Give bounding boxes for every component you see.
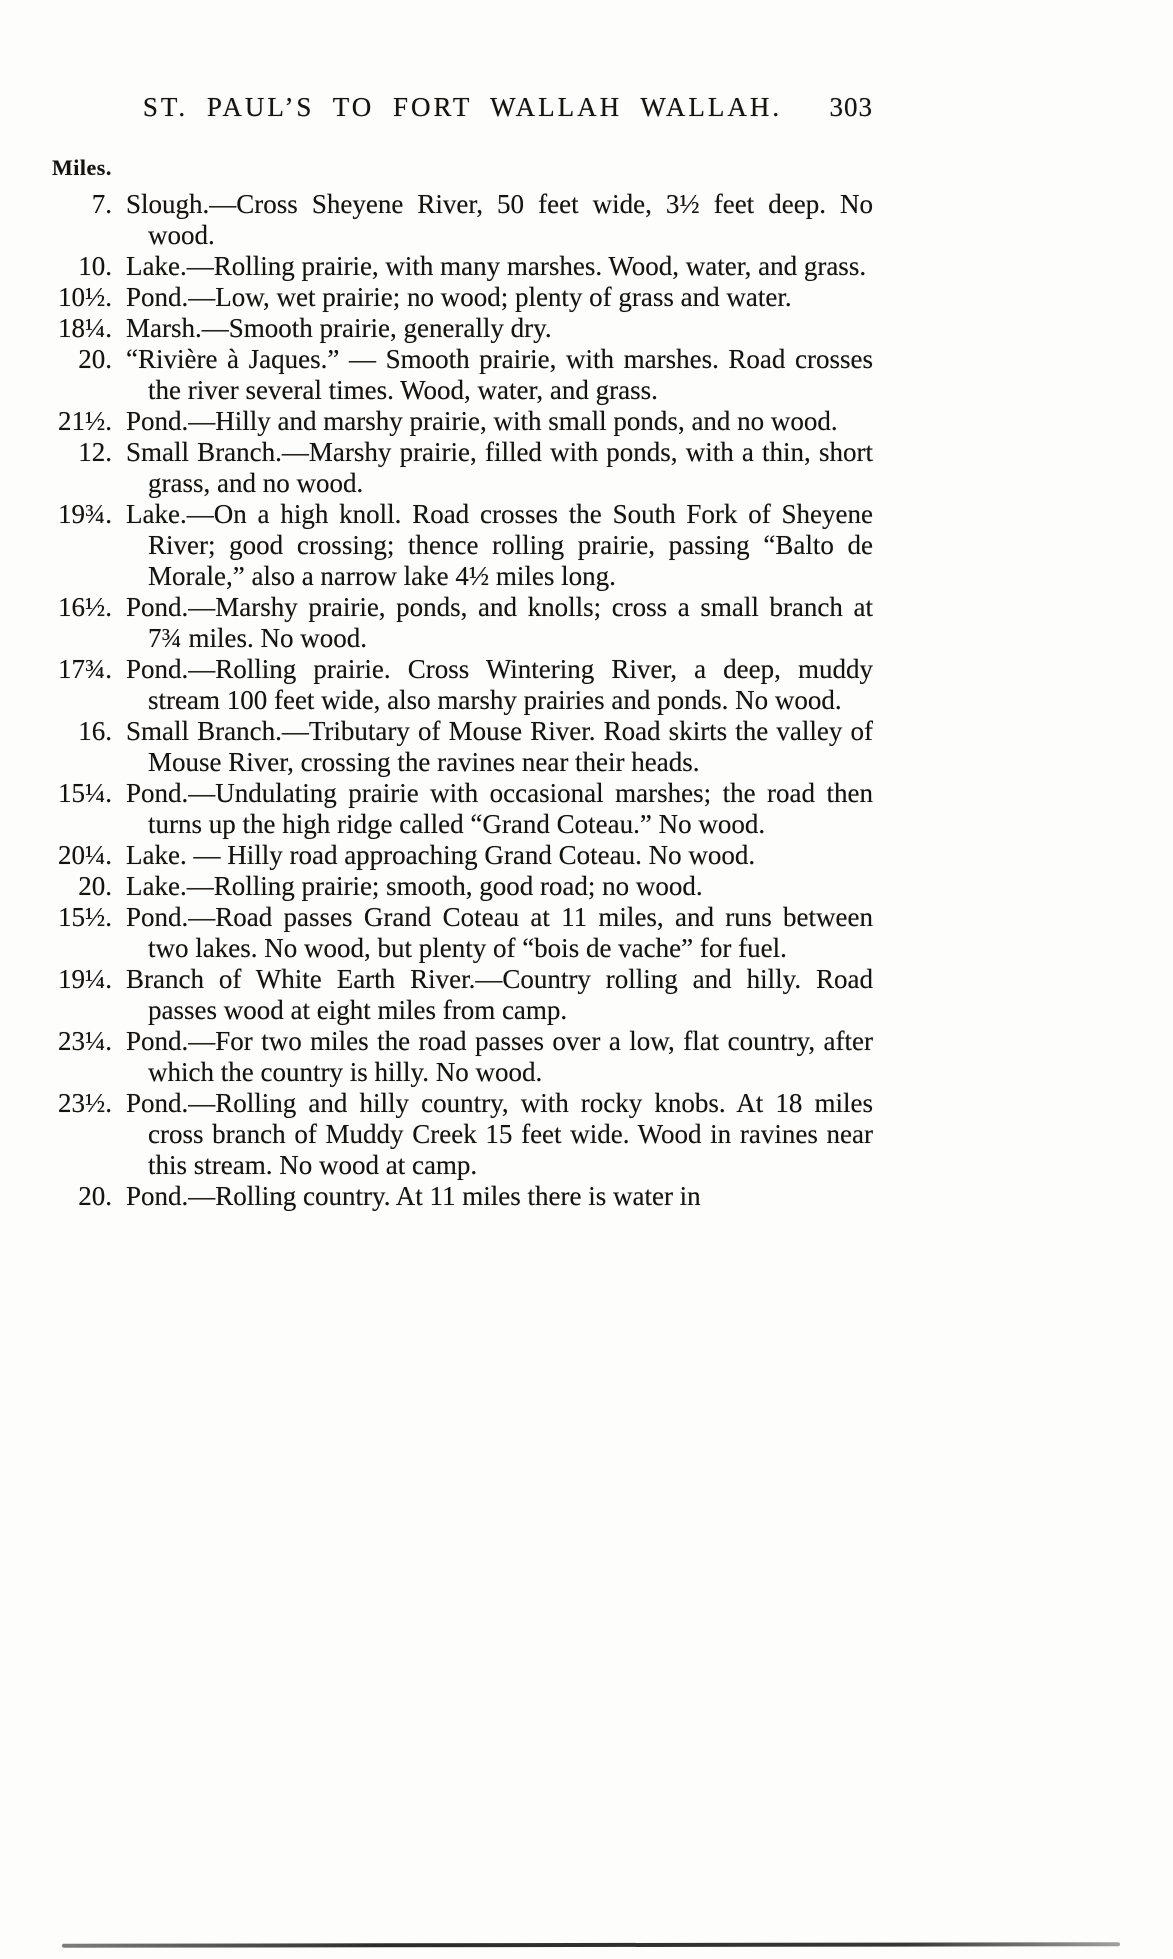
entry-text: Pond.—Rolling and hilly country, with rocky knobs. At 18 miles cross branch of Muddy Creek 15 feet wide. Wood in ravines near this stream. No wood at camp.: [126, 1088, 873, 1180]
entry-miles: 20¼.: [58, 840, 112, 870]
entry-miles: 15¼.: [58, 778, 112, 808]
itinerary-entry: [52, 189, 873, 251]
entry-miles: 20.: [78, 344, 112, 374]
entry-miles: 12.: [78, 437, 112, 467]
entry-text: Pond.—Rolling prairie. Cross Wintering River, a deep, muddy stream 100 feet wide, also marshy prairies and ponds. No wood.: [126, 654, 873, 715]
entry-text: Lake.—Rolling prairie, with many marshes. Wood, water, and grass.: [126, 251, 867, 281]
itinerary-entry: [52, 716, 873, 778]
itinerary-entry: [52, 1088, 873, 1181]
itinerary-entry: [52, 964, 873, 1026]
itinerary-entry: [52, 1026, 873, 1088]
entry-miles: 16½.: [58, 592, 112, 622]
entry-miles: 19¼.: [58, 964, 112, 994]
entry-miles: 10.: [78, 251, 112, 281]
itinerary-entry: [52, 437, 873, 499]
entry-text: Pond.—Rolling country. At 11 miles there is water in: [126, 1181, 701, 1211]
page-number: 303: [829, 92, 873, 122]
itinerary-entry: [52, 499, 873, 592]
itinerary-entry: [52, 654, 873, 716]
entry-text: Lake. — Hilly road approaching Grand Coteau. No wood.: [126, 840, 756, 870]
itinerary-entry: [52, 778, 873, 840]
page-header: [52, 92, 873, 123]
itinerary-list: [52, 189, 873, 1212]
itinerary-entry: [52, 592, 873, 654]
itinerary-entry: [52, 902, 873, 964]
entry-miles: 23¼.: [58, 1026, 112, 1056]
entry-text: Slough.—Cross Sheyene River, 50 feet wide, 3½ feet deep. No wood.: [126, 189, 873, 250]
entry-text: Pond.—Road passes Grand Coteau at 11 miles, and runs between two lakes. No wood, but plenty of “bois de vache” for fuel.: [126, 902, 873, 963]
entry-text: Lake.—Rolling prairie; smooth, good road; no wood.: [126, 871, 703, 901]
book-page: [52, 0, 873, 1212]
entry-miles: 19¾.: [58, 499, 112, 529]
entry-miles: 10½.: [58, 282, 112, 312]
itinerary-entry: [52, 282, 873, 313]
entry-miles: 20.: [78, 871, 112, 901]
entry-miles: 21½.: [58, 406, 112, 436]
entry-text: Pond.—For two miles the road passes over a low, flat country, after which the country is hilly. No wood.: [126, 1026, 873, 1087]
entry-text: Pond.—Low, wet prairie; no wood; plenty of grass and water.: [126, 282, 792, 312]
itinerary-entry: [52, 344, 873, 406]
scan-artifact-line: [62, 1942, 1120, 1947]
running-head-title: ST. PAUL’S TO FORT WALLAH WALLAH.: [142, 92, 783, 122]
entry-text: Small Branch.—Tributary of Mouse River. Road skirts the valley of Mouse River, crossing the ravines near their heads.: [126, 716, 873, 777]
entry-miles: 15½.: [58, 902, 112, 932]
entry-miles: 18¼.: [58, 313, 112, 343]
entry-text: Branch of White Earth River.—Country rolling and hilly. Road passes wood at eight miles from camp.: [126, 964, 873, 1025]
entry-miles: 23½.: [58, 1088, 112, 1118]
entry-miles: 7.: [91, 189, 112, 219]
entry-text: Pond.—Marshy prairie, ponds, and knolls; cross a small branch at 7¾ miles. No wood.: [126, 592, 873, 653]
itinerary-entry: [52, 406, 873, 437]
entry-miles: 16.: [78, 716, 112, 746]
entry-miles: 20.: [78, 1181, 112, 1211]
itinerary-entry: [52, 840, 873, 871]
itinerary-entry: [52, 871, 873, 902]
entry-text: Pond.—Hilly and marshy prairie, with small ponds, and no wood.: [126, 406, 838, 436]
itinerary-entry: [52, 1181, 873, 1212]
itinerary-entry: [52, 251, 873, 282]
entry-text: Marsh.—Smooth prairie, generally dry.: [126, 313, 552, 343]
entry-text: “Rivière à Jaques.” — Smooth prairie, with marshes. Road crosses the river several times. Wood, water, and grass.: [126, 344, 873, 405]
miles-column-label: Miles.: [52, 155, 112, 180]
entry-text: Small Branch.—Marshy prairie, filled with ponds, with a thin, short grass, and no wood.: [126, 437, 873, 498]
entry-text: Pond.—Undulating prairie with occasional marshes; the road then turns up the high ridge called “Grand Coteau.” No wood.: [126, 778, 873, 839]
itinerary-entry: [52, 313, 873, 344]
entry-text: Lake.—On a high knoll. Road crosses the South Fork of Sheyene River; good crossing; thence rolling prairie, passing “Balto de Morale,” also a narrow lake 4½ miles long.: [126, 499, 873, 591]
entry-miles: 17¾.: [58, 654, 112, 684]
